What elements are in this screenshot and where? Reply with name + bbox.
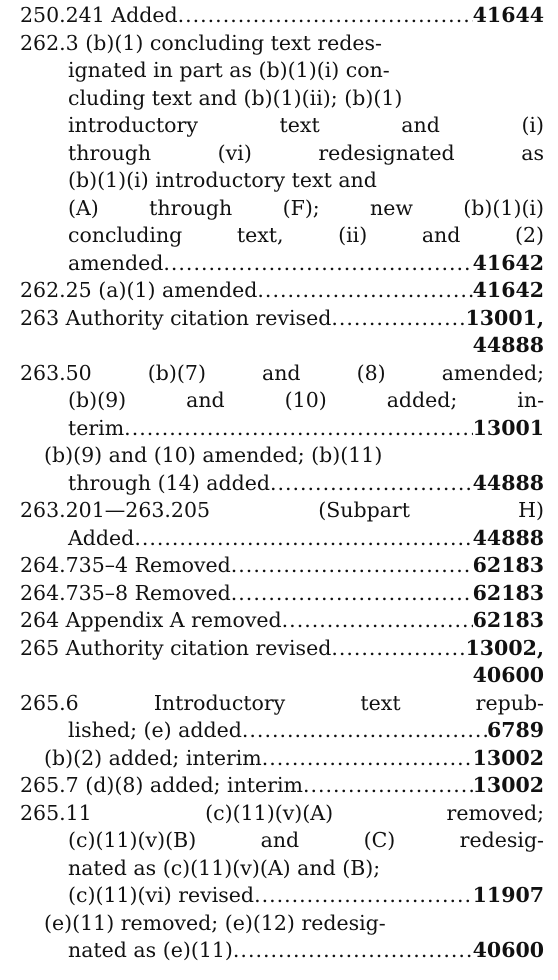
entry-line-with-page <box>20 525 544 553</box>
page-number: 13002, <box>465 635 544 660</box>
entry-line: (c)(11)(v)(B) and (C) redesig- <box>68 828 544 852</box>
index-entry <box>20 305 544 360</box>
leader-dots <box>124 415 473 443</box>
entry-line: 262.3 (b)(1) concluding text redes- <box>20 30 382 55</box>
page-number: 62183 <box>472 608 544 632</box>
leader-dots <box>303 772 473 800</box>
leader-dots <box>231 580 473 608</box>
leader-dots <box>178 2 473 30</box>
entry-text: Added <box>68 525 135 550</box>
entry-text: 263 Authority citation revised <box>20 305 332 330</box>
leader-dots <box>270 470 473 498</box>
index-entry <box>20 607 544 635</box>
entry-line: 265.11 (c)(11)(v)(A) removed; <box>20 800 544 825</box>
leader-dots <box>254 882 473 910</box>
entry-line-with-page <box>44 937 544 965</box>
page-number: 62183 <box>472 580 544 605</box>
leader-dots <box>282 607 473 635</box>
sub-entry <box>20 442 544 497</box>
page-number: 13002 <box>472 773 544 797</box>
entry-text: 264.735–8 Removed <box>20 580 231 605</box>
entry-text: 264.735–4 Removed <box>20 553 231 577</box>
entry-text: 265 Authority citation revised <box>20 635 332 660</box>
page-number: 13002 <box>472 745 544 770</box>
sub-entry <box>20 910 544 965</box>
entry-text: nated as (e)(11) <box>68 938 233 962</box>
index-entry <box>20 277 544 305</box>
entry-text: 265.7 (d)(8) added; interim <box>20 773 303 797</box>
entry-line-with-page <box>20 772 544 800</box>
index-entry <box>20 360 544 443</box>
page-number: 62183 <box>472 553 544 577</box>
entry-line-with-page <box>20 2 544 30</box>
index-entry <box>20 800 544 910</box>
page-number: 6789 <box>486 718 544 742</box>
page-number: 41642 <box>472 250 544 275</box>
index-entry <box>20 690 544 745</box>
leader-dots <box>233 937 473 965</box>
entry-text: 250.241 Added <box>20 3 178 27</box>
leader-dots <box>331 635 465 663</box>
entry-line: 263.201—263.205 (Subpart H) <box>20 498 544 522</box>
page-number: 44888 <box>472 525 544 550</box>
entry-line-with-page <box>20 552 544 580</box>
entry-line: 263.50 (b)(7) and (8) amended; <box>20 360 544 385</box>
entry-line: (b)(9) and (10) amended; (b)(11) <box>44 443 383 467</box>
leader-dots <box>242 717 487 745</box>
entry-line-with-page <box>20 635 544 663</box>
entry-line: ignated in part as (b)(1)(i) con- <box>68 58 390 82</box>
entry-line-with-page <box>20 415 544 443</box>
index-entry <box>20 772 544 800</box>
index-entry <box>20 580 544 608</box>
entry-line: (b)(9) and (10) added; in- <box>68 388 544 412</box>
page-number: 44888 <box>472 470 544 495</box>
entry-line-with-page <box>44 745 544 773</box>
page-number: 41644 <box>472 3 544 27</box>
entry-line: 265.6 Introductory text repub- <box>20 690 544 715</box>
entry-line-with-page <box>20 882 544 910</box>
entry-line: introductory text and (i) <box>68 113 544 137</box>
page-number-continued: 44888 <box>472 333 544 357</box>
page-number: 11907 <box>472 883 544 907</box>
page-number: 13001, <box>465 305 544 330</box>
entry-text: (b)(2) added; interim <box>44 745 262 770</box>
leader-dots <box>231 552 473 580</box>
page-number: 13001 <box>472 415 544 440</box>
index-entry <box>20 635 544 690</box>
page-number-continued: 40600 <box>472 663 544 687</box>
entry-line-with-page <box>20 717 544 745</box>
leader-dots <box>163 250 472 278</box>
entry-text: (c)(11)(vi) revised <box>68 883 255 907</box>
index-entry <box>20 2 544 30</box>
leader-dots <box>257 277 472 305</box>
entry-line-with-page <box>20 580 544 608</box>
entry-text: lished; (e) added <box>68 718 242 742</box>
index-entry <box>20 497 544 552</box>
entry-text: 264 Appendix A removed <box>20 608 282 632</box>
sub-entry <box>20 745 544 773</box>
entry-line-with-page <box>20 305 544 333</box>
entry-line-with-page <box>20 277 544 305</box>
entry-text: 262.25 (a)(1) amended <box>20 278 258 302</box>
index-entry <box>20 30 544 278</box>
page-number: 41642 <box>472 278 544 302</box>
entry-line-with-page <box>44 470 544 498</box>
entry-line: concluding text, (ii) and (2) <box>68 223 544 247</box>
leader-dots <box>331 305 465 333</box>
leader-dots <box>134 525 472 553</box>
entry-line: (e)(11) removed; (e)(12) redesig- <box>44 910 386 935</box>
entry-line: cluding text and (b)(1)(ii); (b)(1) <box>68 85 403 110</box>
entry-line: (A) through (F); new (b)(1)(i) <box>68 195 544 220</box>
entry-line: through (vi) redesignated as <box>68 140 544 165</box>
entry-text: terim <box>68 415 125 440</box>
entry-line: (b)(1)(i) introductory text and <box>68 168 377 192</box>
index-entry <box>20 552 544 580</box>
entry-line-with-page <box>20 607 544 635</box>
entry-text: amended <box>68 250 164 275</box>
leader-dots <box>262 745 473 773</box>
entry-line: nated as (c)(11)(v)(A) and (B); <box>68 855 381 880</box>
page-number: 40600 <box>472 938 544 962</box>
entry-list <box>20 2 544 965</box>
entry-text: through (14) added <box>68 470 270 495</box>
entry-line-with-page <box>20 250 544 278</box>
